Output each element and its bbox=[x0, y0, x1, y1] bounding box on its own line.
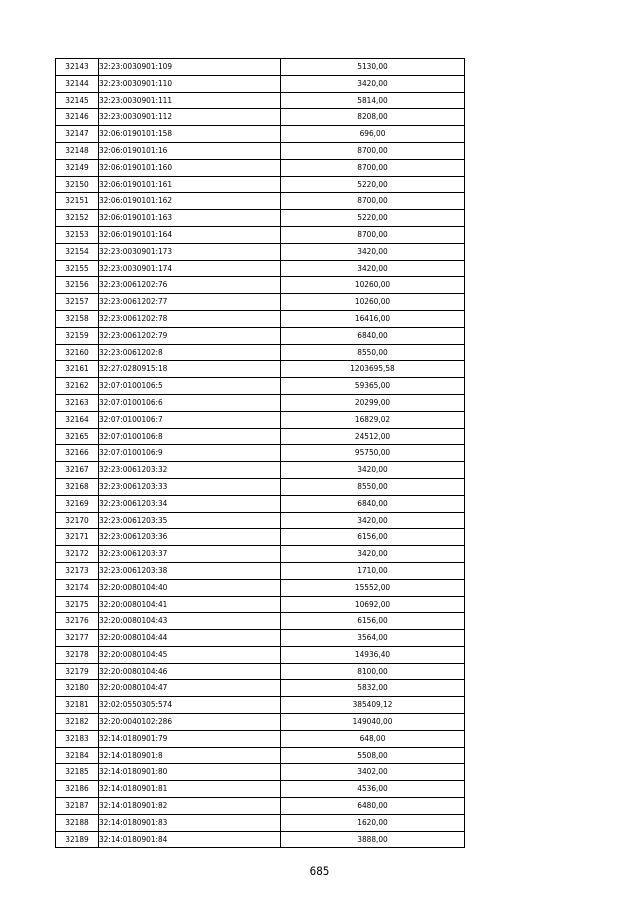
cadastral-value-cell: 3420,00 bbox=[281, 260, 465, 277]
cadastral-number-cell: 32:23:0061203:35 bbox=[99, 512, 281, 529]
cadastral-value-cell: 8700,00 bbox=[281, 193, 465, 210]
row-number-cell: 32189 bbox=[56, 831, 99, 848]
table-row bbox=[56, 596, 465, 613]
row-number-cell: 32177 bbox=[56, 630, 99, 647]
cadastral-number-cell: 32:07:0100106:8 bbox=[99, 428, 281, 445]
cadastral-number-cell: 32:23:0030901:112 bbox=[99, 109, 281, 126]
cadastral-value-cell: 5508,00 bbox=[281, 747, 465, 764]
row-number-cell: 32166 bbox=[56, 445, 99, 462]
cadastral-value-cell: 6840,00 bbox=[281, 327, 465, 344]
row-number-cell: 32156 bbox=[56, 277, 99, 294]
row-number-cell: 32169 bbox=[56, 495, 99, 512]
table-row bbox=[56, 646, 465, 663]
page-number: 685 bbox=[309, 864, 330, 878]
table-row bbox=[56, 92, 465, 109]
cadastral-number-cell: 32:23:0030901:111 bbox=[99, 92, 281, 109]
row-number-cell: 32143 bbox=[56, 59, 99, 76]
cadastral-number-cell: 32:23:0030901:173 bbox=[99, 243, 281, 260]
cadastral-value-cell: 3402,00 bbox=[281, 764, 465, 781]
table-row bbox=[56, 764, 465, 781]
table-row bbox=[56, 428, 465, 445]
cadastral-value-cell: 3420,00 bbox=[281, 546, 465, 563]
table-row bbox=[56, 730, 465, 747]
cadastral-value-cell: 3888,00 bbox=[281, 831, 465, 848]
row-number-cell: 32154 bbox=[56, 243, 99, 260]
row-number-cell: 32184 bbox=[56, 747, 99, 764]
cadastral-number-cell: 32:06:0190101:160 bbox=[99, 159, 281, 176]
cadastral-number-cell: 32:14:0180901:8 bbox=[99, 747, 281, 764]
row-number-cell: 32188 bbox=[56, 814, 99, 831]
row-number-cell: 32179 bbox=[56, 663, 99, 680]
cadastral-value-cell: 5130,00 bbox=[281, 59, 465, 76]
cadastral-value-cell: 6156,00 bbox=[281, 529, 465, 546]
row-number-cell: 32150 bbox=[56, 176, 99, 193]
table-row bbox=[56, 277, 465, 294]
cadastral-number-cell: 32:23:0061202:78 bbox=[99, 310, 281, 327]
cadastral-value-cell: 5220,00 bbox=[281, 176, 465, 193]
table-row bbox=[56, 159, 465, 176]
cadastral-number-cell: 32:07:0100106:9 bbox=[99, 445, 281, 462]
row-number-cell: 32174 bbox=[56, 579, 99, 596]
table-row bbox=[56, 310, 465, 327]
cadastral-value-cell: 5832,00 bbox=[281, 680, 465, 697]
cadastral-value-cell: 95750,00 bbox=[281, 445, 465, 462]
row-number-cell: 32180 bbox=[56, 680, 99, 697]
row-number-cell: 32151 bbox=[56, 193, 99, 210]
table-row bbox=[56, 260, 465, 277]
table-row bbox=[56, 663, 465, 680]
cadastral-number-cell: 32:14:0180901:84 bbox=[99, 831, 281, 848]
row-number-cell: 32167 bbox=[56, 462, 99, 479]
cadastral-number-cell: 32:20:0080104:41 bbox=[99, 596, 281, 613]
row-number-cell: 32149 bbox=[56, 159, 99, 176]
cadastral-number-cell: 32:14:0180901:81 bbox=[99, 781, 281, 798]
row-number-cell: 32187 bbox=[56, 798, 99, 815]
table-row bbox=[56, 294, 465, 311]
cadastral-number-cell: 32:14:0180901:80 bbox=[99, 764, 281, 781]
cadastral-number-cell: 32:20:0080104:44 bbox=[99, 630, 281, 647]
cadastral-value-cell: 3420,00 bbox=[281, 75, 465, 92]
table-row bbox=[56, 243, 465, 260]
cadastral-number-cell: 32:06:0190101:164 bbox=[99, 226, 281, 243]
cadastral-number-cell: 32:20:0080104:47 bbox=[99, 680, 281, 697]
cadastral-value-cell: 8700,00 bbox=[281, 142, 465, 159]
cadastral-value-cell: 59365,00 bbox=[281, 378, 465, 395]
cadastral-value-cell: 24512,00 bbox=[281, 428, 465, 445]
cadastral-value-cell: 8100,00 bbox=[281, 663, 465, 680]
table-row bbox=[56, 327, 465, 344]
cadastral-number-cell: 32:23:0061202:8 bbox=[99, 344, 281, 361]
row-number-cell: 32162 bbox=[56, 378, 99, 395]
table-row bbox=[56, 445, 465, 462]
cadastral-value-cell: 1710,00 bbox=[281, 562, 465, 579]
cadastral-value-cell: 16416,00 bbox=[281, 310, 465, 327]
row-number-cell: 32185 bbox=[56, 764, 99, 781]
cadastral-value-cell: 6480,00 bbox=[281, 798, 465, 815]
cadastral-number-cell: 32:02:0550305:574 bbox=[99, 697, 281, 714]
cadastral-number-cell: 32:23:0061203:34 bbox=[99, 495, 281, 512]
table-body bbox=[56, 59, 465, 848]
table-row bbox=[56, 495, 465, 512]
table-row bbox=[56, 714, 465, 731]
table-row bbox=[56, 512, 465, 529]
row-number-cell: 32145 bbox=[56, 92, 99, 109]
cadastral-value-cell: 6156,00 bbox=[281, 613, 465, 630]
row-number-cell: 32161 bbox=[56, 361, 99, 378]
cadastral-number-cell: 32:23:0030901:110 bbox=[99, 75, 281, 92]
row-number-cell: 32165 bbox=[56, 428, 99, 445]
row-number-cell: 32170 bbox=[56, 512, 99, 529]
cadastral-value-cell: 10260,00 bbox=[281, 294, 465, 311]
cadastral-number-cell: 32:23:0061202:76 bbox=[99, 277, 281, 294]
cadastral-value-cell: 5814,00 bbox=[281, 92, 465, 109]
cadastral-number-cell: 32:07:0100106:7 bbox=[99, 411, 281, 428]
cadastral-number-cell: 32:23:0061203:33 bbox=[99, 478, 281, 495]
cadastral-number-cell: 32:23:0061203:37 bbox=[99, 546, 281, 563]
cadastral-number-cell: 32:14:0180901:83 bbox=[99, 814, 281, 831]
table-row bbox=[56, 193, 465, 210]
row-number-cell: 32171 bbox=[56, 529, 99, 546]
cadastral-value-cell: 3420,00 bbox=[281, 512, 465, 529]
cadastral-value-cell: 8700,00 bbox=[281, 159, 465, 176]
cadastral-value-cell: 3420,00 bbox=[281, 243, 465, 260]
row-number-cell: 32152 bbox=[56, 210, 99, 227]
cadastral-value-cell: 3420,00 bbox=[281, 462, 465, 479]
table-row bbox=[56, 814, 465, 831]
cadastral-value-cell: 149040,00 bbox=[281, 714, 465, 731]
cadastral-value-cell: 8208,00 bbox=[281, 109, 465, 126]
table-row bbox=[56, 361, 465, 378]
table-row bbox=[56, 562, 465, 579]
table-row bbox=[56, 59, 465, 76]
cadastral-number-cell: 32:06:0190101:161 bbox=[99, 176, 281, 193]
cadastral-number-cell: 32:23:0061203:32 bbox=[99, 462, 281, 479]
cadastral-number-cell: 32:20:0080104:43 bbox=[99, 613, 281, 630]
cadastral-value-cell: 6840,00 bbox=[281, 495, 465, 512]
cadastral-value-cell: 3564,00 bbox=[281, 630, 465, 647]
cadastral-number-cell: 32:23:0061202:77 bbox=[99, 294, 281, 311]
cadastral-number-cell: 32:14:0180901:82 bbox=[99, 798, 281, 815]
row-number-cell: 32158 bbox=[56, 310, 99, 327]
cadastral-value-cell: 8700,00 bbox=[281, 226, 465, 243]
table-row bbox=[56, 378, 465, 395]
table-row bbox=[56, 579, 465, 596]
row-number-cell: 32146 bbox=[56, 109, 99, 126]
cadastral-value-cell: 20299,00 bbox=[281, 394, 465, 411]
cadastral-number-cell: 32:06:0190101:163 bbox=[99, 210, 281, 227]
cadastral-number-cell: 32:20:0040102:286 bbox=[99, 714, 281, 731]
row-number-cell: 32182 bbox=[56, 714, 99, 731]
row-number-cell: 32153 bbox=[56, 226, 99, 243]
table-row bbox=[56, 798, 465, 815]
row-number-cell: 32163 bbox=[56, 394, 99, 411]
cadastral-value-cell: 15552,00 bbox=[281, 579, 465, 596]
row-number-cell: 32172 bbox=[56, 546, 99, 563]
table-row bbox=[56, 75, 465, 92]
table-row bbox=[56, 529, 465, 546]
cadastral-number-cell: 32:20:0080104:45 bbox=[99, 646, 281, 663]
cadastral-number-cell: 32:23:0061202:79 bbox=[99, 327, 281, 344]
table-row bbox=[56, 613, 465, 630]
row-number-cell: 32147 bbox=[56, 126, 99, 143]
cadastral-number-cell: 32:20:0080104:40 bbox=[99, 579, 281, 596]
cadastral-value-cell: 4536,00 bbox=[281, 781, 465, 798]
table-row bbox=[56, 680, 465, 697]
table-row bbox=[56, 394, 465, 411]
table-row bbox=[56, 344, 465, 361]
cadastral-value-cell: 696,00 bbox=[281, 126, 465, 143]
row-number-cell: 32168 bbox=[56, 478, 99, 495]
cadastral-value-cell: 8550,00 bbox=[281, 478, 465, 495]
table-row bbox=[56, 226, 465, 243]
table-row bbox=[56, 126, 465, 143]
table-row bbox=[56, 478, 465, 495]
row-number-cell: 32175 bbox=[56, 596, 99, 613]
cadastral-value-cell: 16829,02 bbox=[281, 411, 465, 428]
row-number-cell: 32144 bbox=[56, 75, 99, 92]
cadastral-number-cell: 32:07:0100106:6 bbox=[99, 394, 281, 411]
table-row bbox=[56, 630, 465, 647]
row-number-cell: 32186 bbox=[56, 781, 99, 798]
row-number-cell: 32178 bbox=[56, 646, 99, 663]
cadastral-number-cell: 32:27:0280915:18 bbox=[99, 361, 281, 378]
table-row bbox=[56, 831, 465, 848]
cadastral-number-cell: 32:07:0100106:5 bbox=[99, 378, 281, 395]
cadastral-number-cell: 32:23:0061203:38 bbox=[99, 562, 281, 579]
row-number-cell: 32155 bbox=[56, 260, 99, 277]
row-number-cell: 32160 bbox=[56, 344, 99, 361]
table-row bbox=[56, 747, 465, 764]
table-row bbox=[56, 142, 465, 159]
table-row bbox=[56, 462, 465, 479]
table-row bbox=[56, 210, 465, 227]
cadastral-number-cell: 32:23:0061203:36 bbox=[99, 529, 281, 546]
cadastral-value-cell: 8550,00 bbox=[281, 344, 465, 361]
cadastral-value-cell: 1203695,58 bbox=[281, 361, 465, 378]
table-row bbox=[56, 546, 465, 563]
cadastral-number-cell: 32:06:0190101:16 bbox=[99, 142, 281, 159]
row-number-cell: 32181 bbox=[56, 697, 99, 714]
row-number-cell: 32183 bbox=[56, 730, 99, 747]
table-row bbox=[56, 411, 465, 428]
row-number-cell: 32176 bbox=[56, 613, 99, 630]
cadastral-value-cell: 385409,12 bbox=[281, 697, 465, 714]
row-number-cell: 32157 bbox=[56, 294, 99, 311]
cadastral-value-table bbox=[55, 58, 465, 848]
table-row bbox=[56, 176, 465, 193]
cadastral-number-cell: 32:23:0030901:109 bbox=[99, 59, 281, 76]
cadastral-value-cell: 1620,00 bbox=[281, 814, 465, 831]
cadastral-number-cell: 32:06:0190101:162 bbox=[99, 193, 281, 210]
cadastral-number-cell: 32:14:0180901:79 bbox=[99, 730, 281, 747]
table-row bbox=[56, 109, 465, 126]
cadastral-value-cell: 14936,40 bbox=[281, 646, 465, 663]
table-row bbox=[56, 781, 465, 798]
cadastral-number-cell: 32:23:0030901:174 bbox=[99, 260, 281, 277]
cadastral-value-cell: 5220,00 bbox=[281, 210, 465, 227]
row-number-cell: 32148 bbox=[56, 142, 99, 159]
cadastral-value-cell: 10692,00 bbox=[281, 596, 465, 613]
row-number-cell: 32159 bbox=[56, 327, 99, 344]
row-number-cell: 32173 bbox=[56, 562, 99, 579]
table-row bbox=[56, 697, 465, 714]
cadastral-number-cell: 32:06:0190101:158 bbox=[99, 126, 281, 143]
cadastral-value-cell: 10260,00 bbox=[281, 277, 465, 294]
cadastral-number-cell: 32:20:0080104:46 bbox=[99, 663, 281, 680]
cadastral-value-cell: 648,00 bbox=[281, 730, 465, 747]
row-number-cell: 32164 bbox=[56, 411, 99, 428]
